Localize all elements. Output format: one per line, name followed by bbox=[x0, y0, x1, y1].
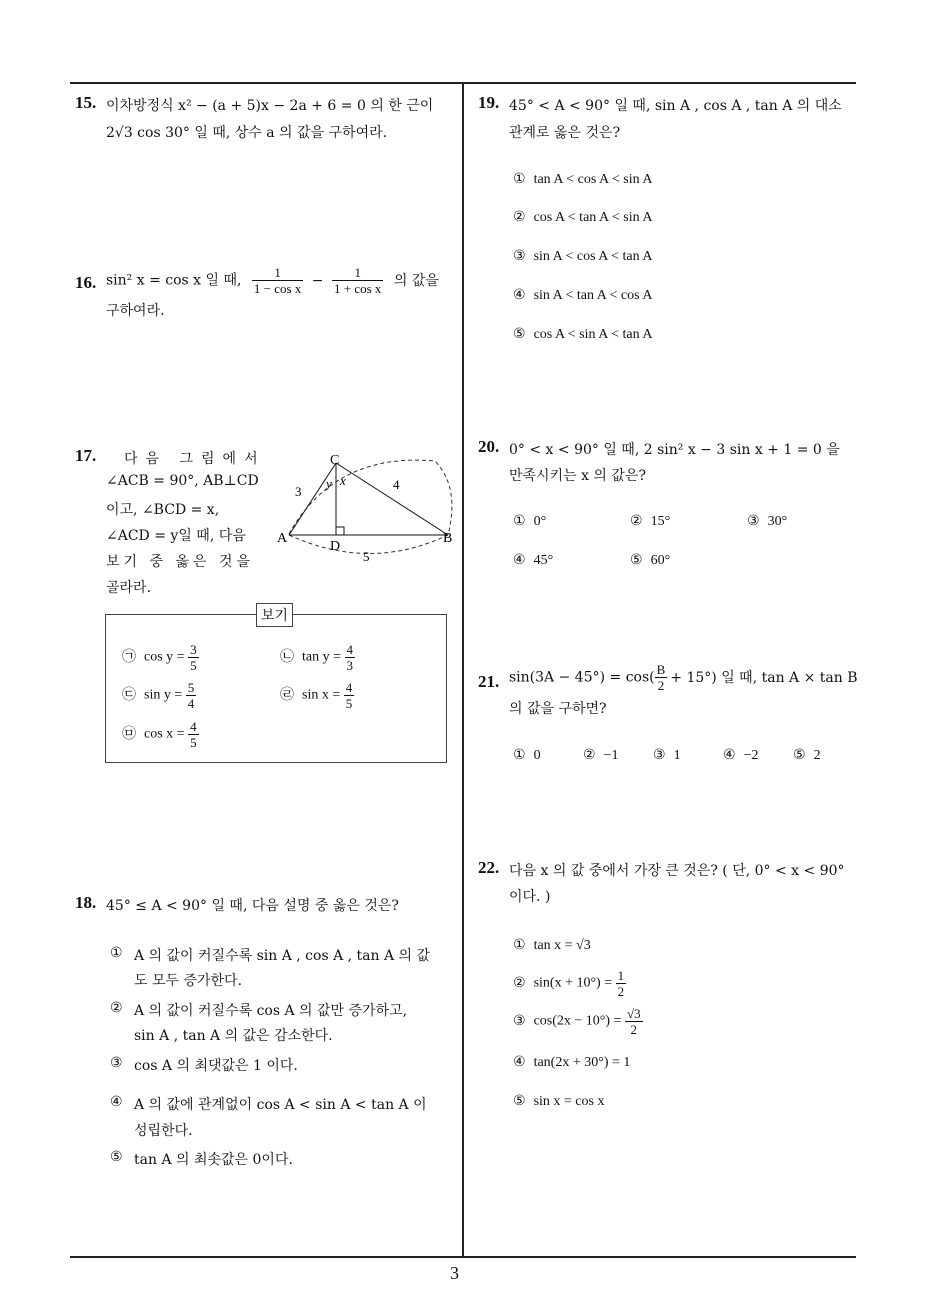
choice-3[interactable]: ③ 30° bbox=[747, 513, 788, 529]
bogi-option: ㉣ sin x = $\frac{4}{5}$ bbox=[280, 680, 353, 711]
page-number: 3 bbox=[450, 1263, 459, 1283]
choice-3[interactable]: ③ cos(2x − 10°) = $\frac{√3}{2}$ bbox=[513, 1006, 641, 1037]
question-text: sin(3A − 45°) = cos( $\frac{B}{2}$ + 15°) 일 때, tan A × tan B bbox=[509, 662, 858, 693]
choice-text: tan A 의 최솟값은 0이다. bbox=[134, 1152, 293, 1168]
bogi-option: ㉤ cos x = $\frac{4}{5}$ bbox=[122, 719, 197, 750]
question-text: 관계로 옳은 것은? bbox=[509, 125, 621, 141]
column-divider bbox=[462, 82, 464, 1257]
choice-4[interactable]: ④ tan(2x + 30°) = 1 bbox=[513, 1054, 631, 1070]
question-text: 2√3 cos 30° 일 때, 상수 a 의 값을 구하여라. bbox=[106, 125, 388, 141]
question-text: 0° < x < 90° 일 때, 2 sin² x − 3 sin x + 1 = 0 을 bbox=[509, 442, 840, 458]
question-text: 이다. ) bbox=[509, 889, 551, 905]
choice-text: A 의 값에 관계없이 cos A < sin A < tan A 이 bbox=[134, 1097, 427, 1113]
bogi-option: ㉠ cos y = $\frac{3}{5}$ bbox=[122, 642, 197, 673]
choice-text: cos A 의 최댓값은 1 이다. bbox=[134, 1058, 298, 1074]
fraction: $\frac{1}{\text{1 + cos x}}$ bbox=[333, 265, 382, 296]
question-number: 17. bbox=[75, 446, 97, 465]
vertex-label-d: D bbox=[330, 539, 341, 554]
choice-4[interactable]: ④ −2 bbox=[723, 747, 759, 763]
question-text: sin² x = cos x 일 때, $\frac{1}{\text{1 − cos x}}$ − $\frac{1}{\text{1 + cos x}}$ 의 값을 bbox=[106, 265, 439, 296]
question-text: 45° ≤ A < 90° 일 때, 다음 설명 중 옳은 것은? bbox=[106, 898, 399, 914]
choice-text: A 의 값이 커질수록 cos A 의 값만 증가하고, bbox=[134, 1003, 408, 1019]
choice-mark[interactable]: ③ bbox=[110, 1055, 123, 1071]
choice-mark[interactable]: ⑤ bbox=[110, 1149, 123, 1165]
choice-1[interactable]: ① 0 bbox=[513, 747, 541, 763]
choice-4[interactable]: ④ 45° bbox=[513, 552, 554, 568]
question-text: 구하여라. bbox=[106, 303, 165, 319]
choice-4[interactable]: ④ sin A < tan A < cos A bbox=[513, 287, 653, 303]
choice-2[interactable]: ② 15° bbox=[630, 513, 671, 529]
question-number: 19. bbox=[478, 93, 500, 112]
question-text: ∠ACB = 90°, AB⊥CD bbox=[106, 473, 259, 489]
vertex-label-b: B bbox=[443, 531, 453, 546]
choice-mark[interactable]: ④ bbox=[110, 1094, 123, 1110]
question-number: 18. bbox=[75, 893, 97, 912]
side-label-4: 4 bbox=[393, 477, 400, 492]
choice-text: A 의 값이 커질수록 sin A , cos A , tan A 의 값 bbox=[134, 948, 431, 964]
side-label-3: 3 bbox=[295, 484, 302, 499]
vertex-label-a: A bbox=[277, 531, 288, 546]
choice-text: 도 모두 증가한다. bbox=[134, 973, 243, 989]
choice-2[interactable]: ② sin(x + 10°) = $\frac{1}{2}$ bbox=[513, 968, 625, 999]
choice-mark[interactable]: ① bbox=[110, 945, 123, 961]
choice-text: 성립한다. bbox=[134, 1123, 193, 1139]
question-text: 만족시키는 x 의 값은? bbox=[509, 468, 646, 484]
choice-1[interactable]: ① 0° bbox=[513, 513, 547, 529]
question-text: 골라라. bbox=[106, 580, 152, 596]
question-text: 다음 그림에서 bbox=[124, 451, 266, 467]
question-text: 45° < A < 90° 일 때, sin A , cos A , tan A 의 대소 bbox=[509, 98, 842, 114]
question-number: 20. bbox=[478, 437, 500, 456]
question-text: 이차방정식 x² − (a + 5)x − 2a + 6 = 0 의 한 근이 bbox=[106, 98, 434, 114]
question-text: 보기 중 옳은 것을 bbox=[106, 554, 255, 570]
question-number: 15. bbox=[75, 93, 97, 112]
choice-3[interactable]: ③ 1 bbox=[653, 747, 681, 763]
vertex-label-c: C bbox=[330, 453, 340, 468]
choice-text: sin A , tan A 의 값은 감소한다. bbox=[134, 1028, 333, 1044]
question-number: 16. bbox=[75, 273, 97, 292]
bogi-option: ㉡ tan y = $\frac{4}{3}$ bbox=[280, 642, 353, 673]
triangle-figure bbox=[275, 447, 465, 572]
question-text: ∠ACD = y일 때, 다음 bbox=[106, 528, 246, 544]
question-text: 이고, ∠BCD = x, bbox=[106, 502, 220, 518]
bogi-option: ㉢ sin y = $\frac{5}{4}$ bbox=[122, 680, 195, 711]
choice-1[interactable]: ① tan A < cos A < sin A bbox=[513, 171, 653, 187]
choice-5[interactable]: ⑤ cos A < sin A < tan A bbox=[513, 326, 653, 342]
question-text: 다음 x 의 값 중에서 가장 큰 것은? ( 단, 0° < x < 90° bbox=[509, 863, 845, 879]
question-number: 21. bbox=[478, 672, 500, 691]
choice-5[interactable]: ⑤ 2 bbox=[793, 747, 821, 763]
choice-mark[interactable]: ② bbox=[110, 1000, 123, 1016]
bottom-rule bbox=[70, 1256, 856, 1258]
choice-5[interactable]: ⑤ 60° bbox=[630, 552, 671, 568]
question-text: 의 값을 구하면? bbox=[509, 701, 607, 717]
choice-1[interactable]: ① tan x = √3 bbox=[513, 937, 591, 953]
angle-label-y: y bbox=[326, 476, 332, 491]
side-label-5: 5 bbox=[363, 549, 370, 564]
choice-5[interactable]: ⑤ sin x = cos x bbox=[513, 1093, 605, 1109]
angle-label-x: x bbox=[340, 473, 346, 488]
bogi-label: 보기 bbox=[256, 603, 293, 627]
fraction: $\frac{1}{\text{1 − cos x}}$ bbox=[253, 265, 302, 296]
choice-3[interactable]: ③ sin A < cos A < tan A bbox=[513, 248, 653, 264]
question-number: 22. bbox=[478, 858, 500, 877]
choice-2[interactable]: ② cos A < tan A < sin A bbox=[513, 209, 653, 225]
choice-2[interactable]: ② −1 bbox=[583, 747, 619, 763]
